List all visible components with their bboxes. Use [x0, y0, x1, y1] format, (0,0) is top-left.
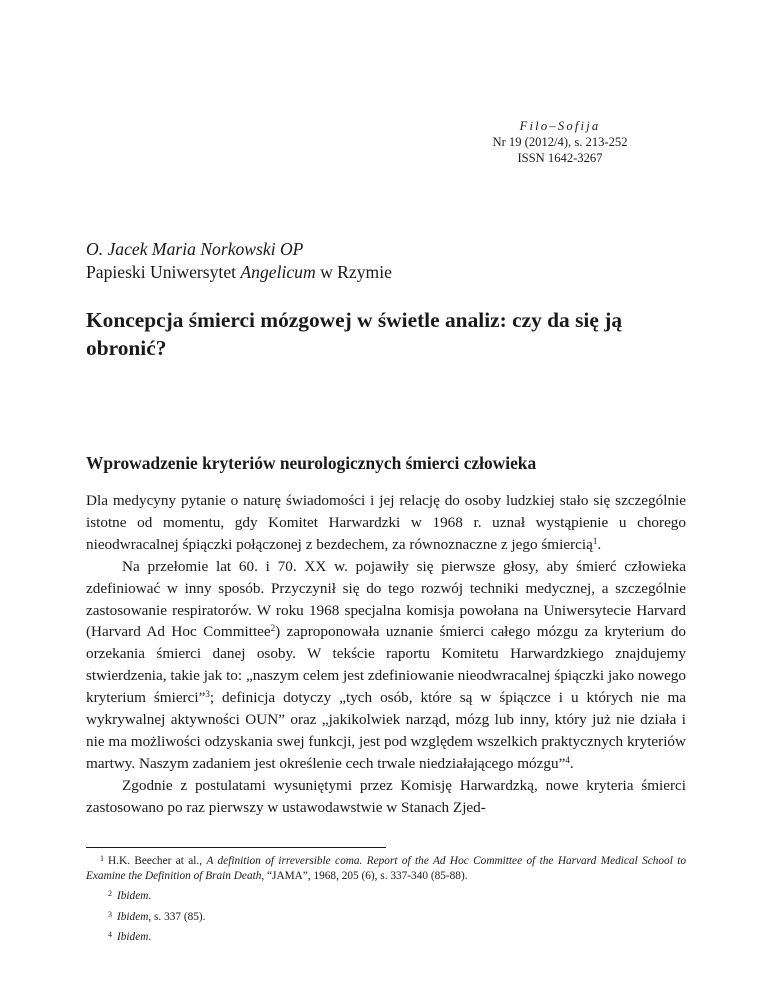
journal-name: Filo–Sofija [519, 119, 601, 133]
footnote-3-italic: Ibidem [117, 910, 149, 923]
affiliation-location: w Rzymie [315, 262, 392, 282]
footnote-2-post: . [148, 890, 152, 903]
footnote-2-italic: Ibidem [117, 890, 149, 903]
footnote-1-italic: A definition of irreversible coma. Report of the Ad Hoc Committee of the Harvard Medical School to Examine the Definition of Brain Death [86, 855, 687, 882]
paragraph-1-end: . [597, 535, 602, 553]
footnotes [86, 852, 686, 949]
affiliation-italic: Angelicum [240, 262, 316, 282]
paragraph-2-text-a: Na przełomie lat 60. i 70. XX w. pojawiły się pierwsze głosy, aby śmierć człowieka zdefiniować w inny sposób. Przyczynił się do tego rozwój techniki medycznej, a szczególnie zastosowanie respiratorów. W roku 1968 specjalna komisja powołana na Uniwersytecie Harvard (Harvard Ad Hoc Committee [86, 557, 686, 641]
section-heading: Wprowadzenie kryteriów neurologicznych śmierci człowieka [86, 453, 537, 473]
journal-issue: Nr 19 (2012/4), s. 213-252 [492, 135, 628, 149]
footnote-ref-3[interactable]: 3 [205, 689, 210, 700]
footnote-4-post: . [148, 931, 152, 944]
footnote-ref-1[interactable]: 1 [592, 535, 598, 546]
footnote-2-number: 2 [108, 889, 112, 899]
journal-issn: ISSN 1642-3267 [517, 151, 603, 165]
paragraph-2 [86, 556, 686, 775]
paragraph-1-text: Dla medycyny pytanie o naturę świadomości i jej relację do osoby ludzkiej stało się szczególnie istotne od momentu, gdy Komitet Harwardzki w 1968 r. uznał wystąpienie u chorego nieodwracalnej śpiączki połączonej z bezdechem, za równoznaczne z jego śmiercią [86, 492, 686, 553]
journal-header [440, 118, 680, 166]
paragraph-3-text: Zgodnie z postulatami wysuniętymi przez Komisję Harwardzką, nowe kryteria śmierci zastosowano po raz pierwszy w ustawodawstwie w Stanach Zjed- [86, 776, 686, 816]
paragraph-2-end: . [569, 754, 574, 772]
author-block [86, 238, 392, 284]
footnote-4-number: 4 [108, 930, 112, 940]
footnote-1 [86, 852, 686, 883]
footnote-3-post: , s. 337 (85). [148, 910, 206, 923]
paragraph-2-text-b: ) zaproponowała uznanie śmierci całego mózgu za kryterium do orzekania śmierci danej osoby. W tekście raportu Komitetu Harwardzkiego znajdujemy stwierdzenia, takie jak to: „naszym celem jest zdefiniowanie nieodwracalnej śpiączki jako nowego kryterium śmierci” [86, 623, 687, 707]
footnote-ref-4[interactable]: 4 [565, 754, 570, 765]
paragraph-2-text-c: ; definicja dotyczy „tych osób, które są w śpiączce i u których nie ma wykrywalnej aktywności OUN” oraz „jakikolwiek narząd, mózg lub inny, który już nie działa i nie ma możliwości odzyskania swej funkcji, jest pod względem wszelkich praktycznych kryteriów martwy. Naszym zadaniem jest określenie cech trwale niedziałającego mózgu” [86, 689, 686, 772]
article-title: Koncepcja śmierci mózgowej w świetle analiz: czy da się ją obronić? [86, 308, 623, 360]
footnote-2 [86, 887, 686, 904]
footnote-3 [86, 908, 686, 925]
footnote-3-number: 3 [108, 909, 112, 919]
footnote-1-number: 1 [100, 854, 104, 863]
footnote-4-italic: Ibidem [117, 931, 149, 944]
footnote-ref-2[interactable]: 2 [270, 623, 276, 634]
paragraph-1 [86, 490, 686, 556]
paragraph-3 [86, 775, 686, 819]
footnote-1-pre: H.K. Beecher at al., [108, 855, 207, 867]
footnote-divider [86, 847, 386, 848]
footnote-1-post: , “JAMA”, 1968, 205 (6), s. 337-340 (85-88). [261, 869, 468, 882]
article-body [86, 490, 686, 819]
author-affiliation [86, 261, 392, 284]
author-name: O. Jacek Maria Norkowski OP [86, 239, 304, 259]
affiliation-text: Papieski Uniwersytet [86, 262, 241, 282]
footnote-4 [86, 928, 686, 945]
